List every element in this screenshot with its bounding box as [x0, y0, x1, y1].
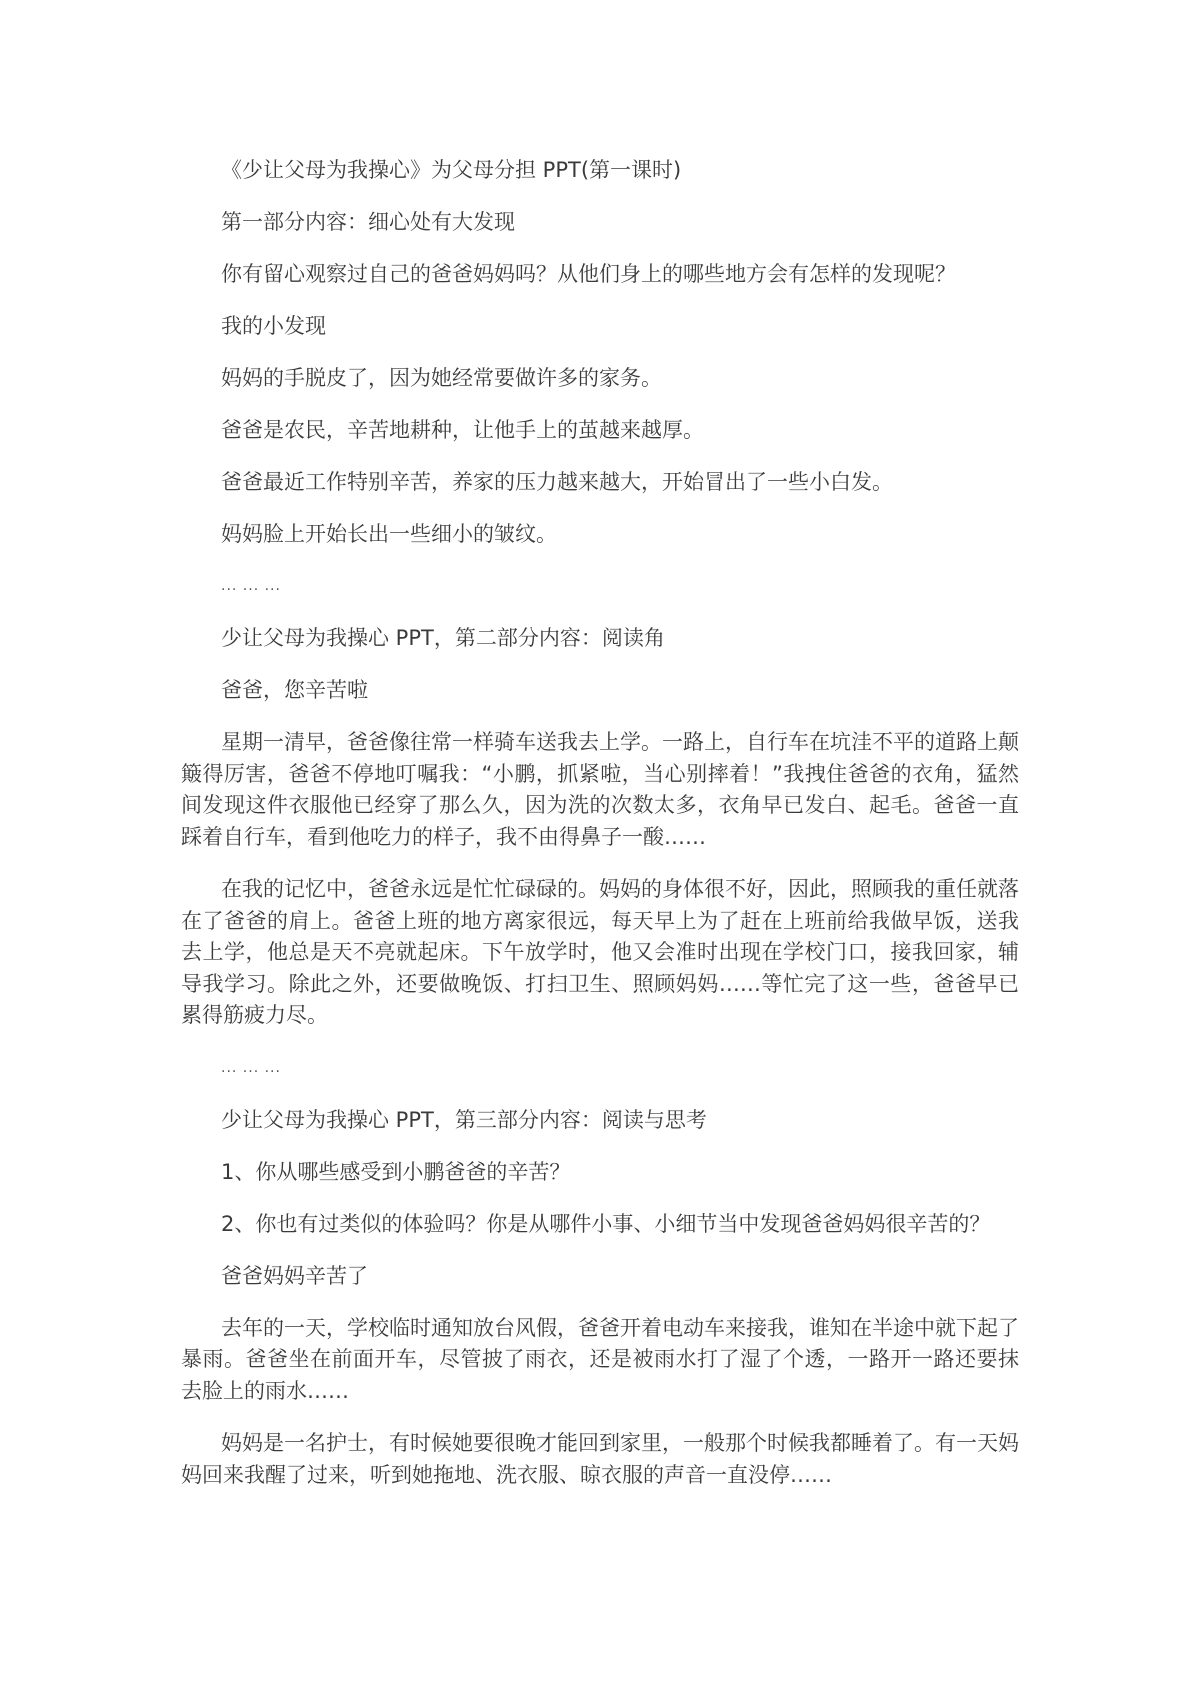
story2-title: 爸爸妈妈辛苦了 [221, 1263, 368, 1288]
part1-heading: 第一部分内容：细心处有大发现 [221, 210, 515, 234]
story1-title: 爸爸，您辛苦啦 [221, 678, 368, 702]
question-item: 2、你也有过类似的体验吗？你是从哪件小事、小细节当中发现爸爸妈妈很辛苦的？ [221, 1211, 991, 1236]
ellipsis: ... ... ... [221, 1059, 281, 1076]
part2-heading: 少让父母为我操心 PPT，第二部分内容：阅读角 [221, 626, 665, 650]
discovery-item: 爸爸最近工作特别辛苦，养家的压力越来越大，开始冒出了一些小白发。 [221, 470, 893, 494]
part3-heading: 少让父母为我操心 PPT，第三部分内容：阅读与思考 [221, 1107, 707, 1132]
document-title: 《少让父母为我操心》为父母分担 PPT(第一课时) [221, 158, 682, 182]
discovery-item: 妈妈的手脱皮了，因为她经常要做许多的家务。 [221, 366, 662, 390]
story1-paragraph: 在我的记忆中，爸爸永远是忙忙碌碌的。妈妈的身体很不好，因此，照顾我的重任就落在了爸爸的肩上。爸爸上班的地方离家很远，每天早上为了赶在上班前给我做早饭，送我去上学，他总是天不亮就起床。下午放学时，他又会准时出现在学校门口，接我回家，辅导我学习。除此之外，还要做晚饭、打扫卫生、照顾妈妈……等忙完了这一些，爸爸早已累得筋疲力尽。 [181, 877, 1019, 1027]
story2-paragraph: 去年的一天，学校临时通知放台风假，爸爸开着电动车来接我，谁知在半途中就下起了暴雨。爸爸坐在前面开车，尽管披了雨衣，还是被雨水打了湿了个透，一路开一路还要抹去脸上的雨水…… [181, 1315, 1019, 1403]
ellipsis: ... ... ... [221, 578, 281, 594]
question-item: 1、你从哪些感受到小鹏爸爸的辛苦？ [221, 1159, 571, 1184]
discovery-item: 爸爸是农民，辛苦地耕种，让他手上的茧越来越厚。 [221, 418, 704, 442]
story2-paragraph: 妈妈是一名护士，有时候她要很晚才能回到家里，一般那个时候我都睡着了。有一天妈妈回来我醒了过来，听到她拖地、洗衣服、晾衣服的声音一直没停…… [181, 1431, 1019, 1487]
part1-question: 你有留心观察过自己的爸爸妈妈吗？从他们身上的哪些地方会有怎样的发现呢？ [221, 262, 956, 286]
document-page [181, 155, 1019, 1491]
story1-paragraph: 星期一清早，爸爸像往常一样骑车送我去上学。一路上，自行车在坑洼不平的道路上颠簸得厉害，爸爸不停地叮嘱我：“小鹏，抓紧啦，当心别摔着！”我拽住爸爸的衣角，猛然间发现这件衣服他已经穿了那么久，因为洗的次数太多，衣角早已发白、起毛。爸爸一直踩着自行车，看到他吃力的样子，我不由得鼻子一酸…… [181, 730, 1019, 849]
discovery-item: 妈妈脸上开始长出一些细小的皱纹。 [221, 522, 557, 546]
discoveries-heading: 我的小发现 [221, 314, 326, 338]
